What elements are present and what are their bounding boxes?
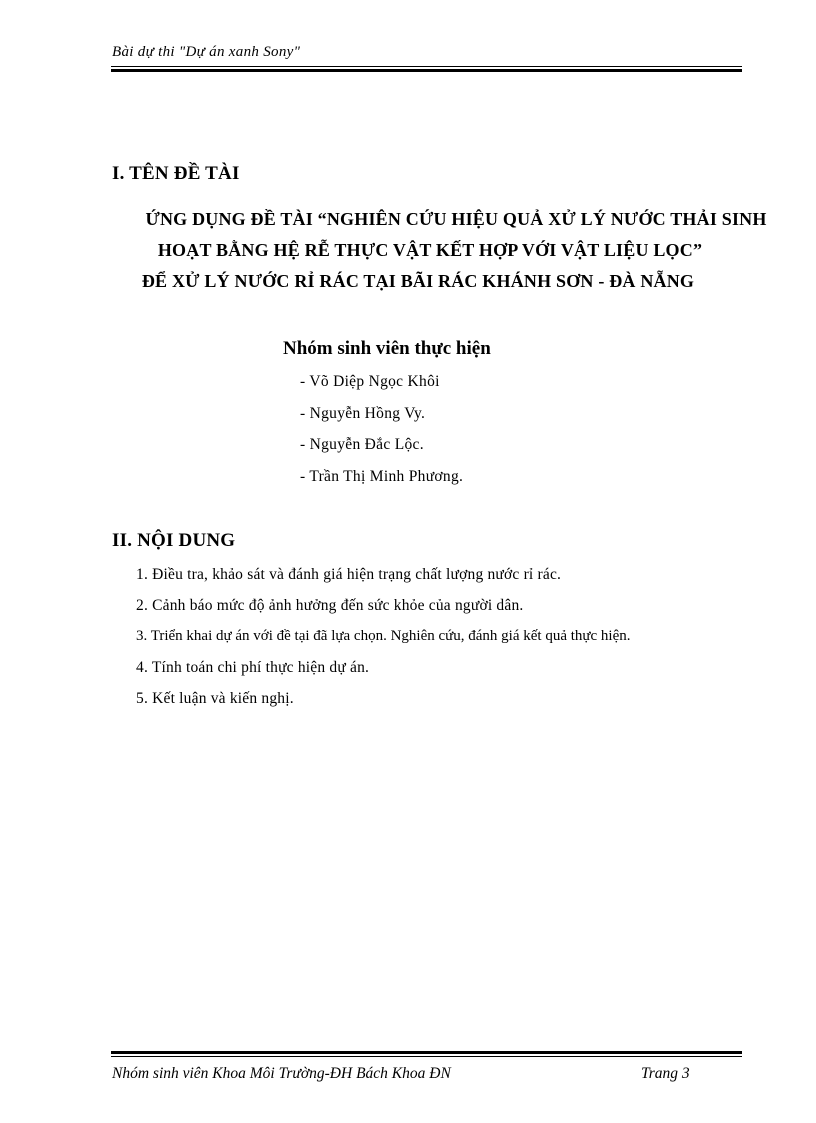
content-list-item: 5. Kết luận và kiến nghị.: [136, 690, 294, 707]
member-item: - Nguyễn Đắc Lộc.: [300, 436, 424, 453]
header-rule-thin: [111, 66, 742, 67]
content-list-item: 1. Điều tra, khảo sát và đánh giá hiện trạng chất lượng nước rỉ rác.: [136, 566, 562, 583]
member-item: - Nguyễn Hồng Vy.: [300, 405, 426, 422]
section-1-heading: I. TÊN ĐỀ TÀI: [112, 163, 240, 184]
page-number: Trang 3: [641, 1065, 690, 1082]
content-list-item: 2. Cảnh báo mức độ ảnh hưởng đến sức khỏe của người dân.: [136, 597, 524, 614]
page-header-text: Bài dự thi "Dự án xanh Sony": [112, 44, 301, 60]
content-list-item: 4. Tính toán chi phí thực hiện dự án.: [136, 659, 370, 676]
footer-rule-thick: [111, 1051, 742, 1054]
page-footer-text: Nhóm sinh viên Khoa Môi Trường-ĐH Bách Khoa ĐN: [112, 1065, 451, 1082]
member-item: - Võ Diệp Ngọc Khôi: [300, 373, 440, 390]
header-rule-thick: [111, 69, 742, 72]
content-list-item: 3. Triển khai dự án với đề tại đã lựa chọn. Nghiên cứu, đánh giá kết quả thực hiện.: [136, 628, 631, 644]
project-title-line-2: HOẠT BẰNG HỆ RỄ THỰC VẬT KẾT HỢP VỚI VẬT LIỆU LỌC”: [157, 240, 703, 260]
project-title-line-3: ĐỂ XỬ LÝ NƯỚC RỈ RÁC TẠI BÃI RÁC KHÁNH SƠN - ĐÀ NẴNG: [141, 271, 695, 291]
section-2-heading: II. NỘI DUNG: [112, 530, 236, 551]
group-title: Nhóm sinh viên thực hiện: [283, 338, 491, 359]
footer-rule-thin: [111, 1056, 742, 1057]
project-title-line-1: ỨNG DỤNG ĐỀ TÀI “NGHIÊN CỨU HIỆU QUẢ XỬ LÝ NƯỚC THẢI SINH: [145, 209, 767, 229]
member-item: - Trần Thị Minh Phương.: [300, 468, 464, 485]
